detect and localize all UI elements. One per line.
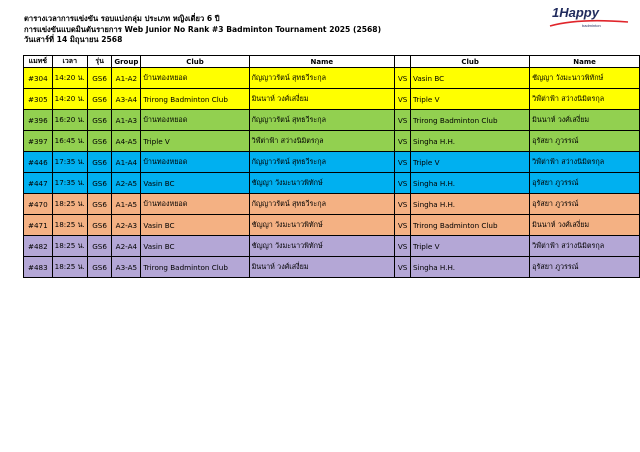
header-tournament: การแข่งขันแบดมินตันรายการ Web Junior No Rank #3 Badminton Tournament 2025 (2568) <box>24 24 382 34</box>
vs-label: VS <box>395 131 411 152</box>
match-time: 16:45 น. <box>52 131 87 152</box>
match-number: #304 <box>24 68 53 89</box>
match-grade: GS6 <box>87 194 112 215</box>
match-grade: GS6 <box>87 173 112 194</box>
player-name-1: กัญญาวรัตน์ สุทธวีระกุล <box>249 152 395 173</box>
match-group: A3-A5 <box>112 257 141 278</box>
player-name-2: มินนาห์ วงศ์เสงี่ยม <box>530 110 640 131</box>
match-number: #446 <box>24 152 53 173</box>
club-2: Trirong Badminton Club <box>411 110 530 131</box>
col-match-header: แมทช์ <box>24 56 53 68</box>
match-group: A1-A5 <box>112 194 141 215</box>
match-time: 18:25 น. <box>52 194 87 215</box>
club-2: Singha H.H. <box>411 131 530 152</box>
header-date: วันเสาร์ที่ 14 มิถุนายน 2568 <box>24 35 123 44</box>
match-time: 18:25 น. <box>52 257 87 278</box>
match-number: #470 <box>24 194 53 215</box>
match-number: #483 <box>24 257 53 278</box>
vs-label: VS <box>395 236 411 257</box>
club-1: Triple V <box>141 131 249 152</box>
col-grade-header: รุ่น <box>87 56 112 68</box>
match-group: A2-A4 <box>112 236 141 257</box>
club-1: Trirong Badminton Club <box>141 257 249 278</box>
match-number: #482 <box>24 236 53 257</box>
player-name-2: อุรัสยา ภูวรรณ์ <box>530 173 640 194</box>
player-name-1: มินนาห์ วงศ์เสงี่ยม <box>249 89 395 110</box>
club-1: Vasin BC <box>141 173 249 194</box>
table-row <box>24 68 640 89</box>
table-header-row <box>24 56 640 68</box>
match-number: #447 <box>24 173 53 194</box>
vs-label: VS <box>395 257 411 278</box>
match-number: #397 <box>24 131 53 152</box>
match-grade: GS6 <box>87 68 112 89</box>
club-2: Triple V <box>411 236 530 257</box>
club-2: Singha H.H. <box>411 194 530 215</box>
table-row <box>24 215 640 236</box>
player-name-1: ชัญญา วังมะนาวพิทักษ์ <box>249 236 395 257</box>
match-group: A1-A2 <box>112 68 141 89</box>
player-name-2: มินนาห์ วงศ์เสงี่ยม <box>530 215 640 236</box>
player-name-1: วิฬ์ต่าฟ้า สว่างนิมิตรกุล <box>249 131 395 152</box>
club-1: Vasin BC <box>141 215 249 236</box>
club-1: Vasin BC <box>141 236 249 257</box>
match-number: #471 <box>24 215 53 236</box>
vs-label: VS <box>395 68 411 89</box>
col-time-header: เวลา <box>52 56 87 68</box>
club-2: Triple V <box>411 152 530 173</box>
col-vs-header <box>395 56 411 68</box>
player-name-1: กัญญาวรัตน์ สุทธวีระกุล <box>249 194 395 215</box>
table-row <box>24 89 640 110</box>
match-time: 14:20 น. <box>52 89 87 110</box>
match-grade: GS6 <box>87 89 112 110</box>
match-group: A4-A5 <box>112 131 141 152</box>
table-row <box>24 257 640 278</box>
match-group: A1-A3 <box>112 110 141 131</box>
player-name-2: วิฬ์ต่าฟ้า สว่างนิมิตรกุล <box>530 152 640 173</box>
col-group-header: Group <box>112 56 141 68</box>
match-group: A2-A3 <box>112 215 141 236</box>
match-grade: GS6 <box>87 152 112 173</box>
match-group: A1-A4 <box>112 152 141 173</box>
club-1: บ้านทองหยอด <box>141 194 249 215</box>
table-row <box>24 131 640 152</box>
match-time: 14:20 น. <box>52 68 87 89</box>
player-name-1: กัญญาวรัตน์ สุทธวีระกุล <box>249 110 395 131</box>
player-name-2: วิฬ์ต่าฟ้า สว่างนิมิตรกุล <box>530 236 640 257</box>
player-name-2: ชัญญา วังมะนาวพิทักษ์ <box>530 68 640 89</box>
match-time: 17:35 น. <box>52 152 87 173</box>
happy-badminton-logo <box>548 4 630 30</box>
club-1: บ้านทองหยอด <box>141 68 249 89</box>
match-grade: GS6 <box>87 236 112 257</box>
col-club-2-header: Club <box>411 56 530 68</box>
match-schedule-table <box>23 55 640 278</box>
vs-label: VS <box>395 89 411 110</box>
match-grade: GS6 <box>87 110 112 131</box>
header-title: ตารางเวลาการแข่งขัน รอบแบ่งกลุ่ม ประเภท หญิงเดี่ยว 6 ปี <box>24 14 220 23</box>
match-number: #396 <box>24 110 53 131</box>
vs-label: VS <box>395 110 411 131</box>
player-name-2: อุรัสยา ภูวรรณ์ <box>530 257 640 278</box>
col-club-1-header: Club <box>141 56 249 68</box>
match-time: 18:25 น. <box>52 236 87 257</box>
logo-subtext: badminton <box>582 23 601 28</box>
logo-graphic <box>548 4 630 30</box>
document-header <box>24 14 381 46</box>
match-grade: GS6 <box>87 131 112 152</box>
club-1: บ้านทองหยอด <box>141 110 249 131</box>
match-time: 18:25 น. <box>52 215 87 236</box>
col-name-2-header: Name <box>530 56 640 68</box>
vs-label: VS <box>395 194 411 215</box>
match-time: 17:35 น. <box>52 173 87 194</box>
club-2: Triple V <box>411 89 530 110</box>
table-body <box>24 68 640 278</box>
player-name-1: กัญญาวรัตน์ สุทธวีระกุล <box>249 68 395 89</box>
match-group: A3-A4 <box>112 89 141 110</box>
vs-label: VS <box>395 215 411 236</box>
table-row <box>24 236 640 257</box>
player-name-1: ชัญญา วังมะนาวพิทักษ์ <box>249 215 395 236</box>
table-row <box>24 110 640 131</box>
player-name-1: ชัญญา วังมะนาวพิทักษ์ <box>249 173 395 194</box>
club-2: Trirong Badminton Club <box>411 215 530 236</box>
club-2: Singha H.H. <box>411 173 530 194</box>
table-row <box>24 194 640 215</box>
table-row <box>24 152 640 173</box>
club-2: Singha H.H. <box>411 257 530 278</box>
club-1: บ้านทองหยอด <box>141 152 249 173</box>
match-grade: GS6 <box>87 257 112 278</box>
player-name-2: วิฬ์ต่าฟ้า สว่างนิมิตรกุล <box>530 89 640 110</box>
match-group: A2-A5 <box>112 173 141 194</box>
vs-label: VS <box>395 173 411 194</box>
col-name-1-header: Name <box>249 56 395 68</box>
club-2: Vasin BC <box>411 68 530 89</box>
match-number: #305 <box>24 89 53 110</box>
club-1: Trirong Badminton Club <box>141 89 249 110</box>
player-name-1: มินนาห์ วงศ์เสงี่ยม <box>249 257 395 278</box>
match-time: 16:20 น. <box>52 110 87 131</box>
logo-wordmark: 1Happy <box>552 5 599 20</box>
player-name-2: อุรัสยา ภูวรรณ์ <box>530 194 640 215</box>
player-name-2: อุรัสยา ภูวรรณ์ <box>530 131 640 152</box>
vs-label: VS <box>395 152 411 173</box>
match-grade: GS6 <box>87 215 112 236</box>
table-row <box>24 173 640 194</box>
